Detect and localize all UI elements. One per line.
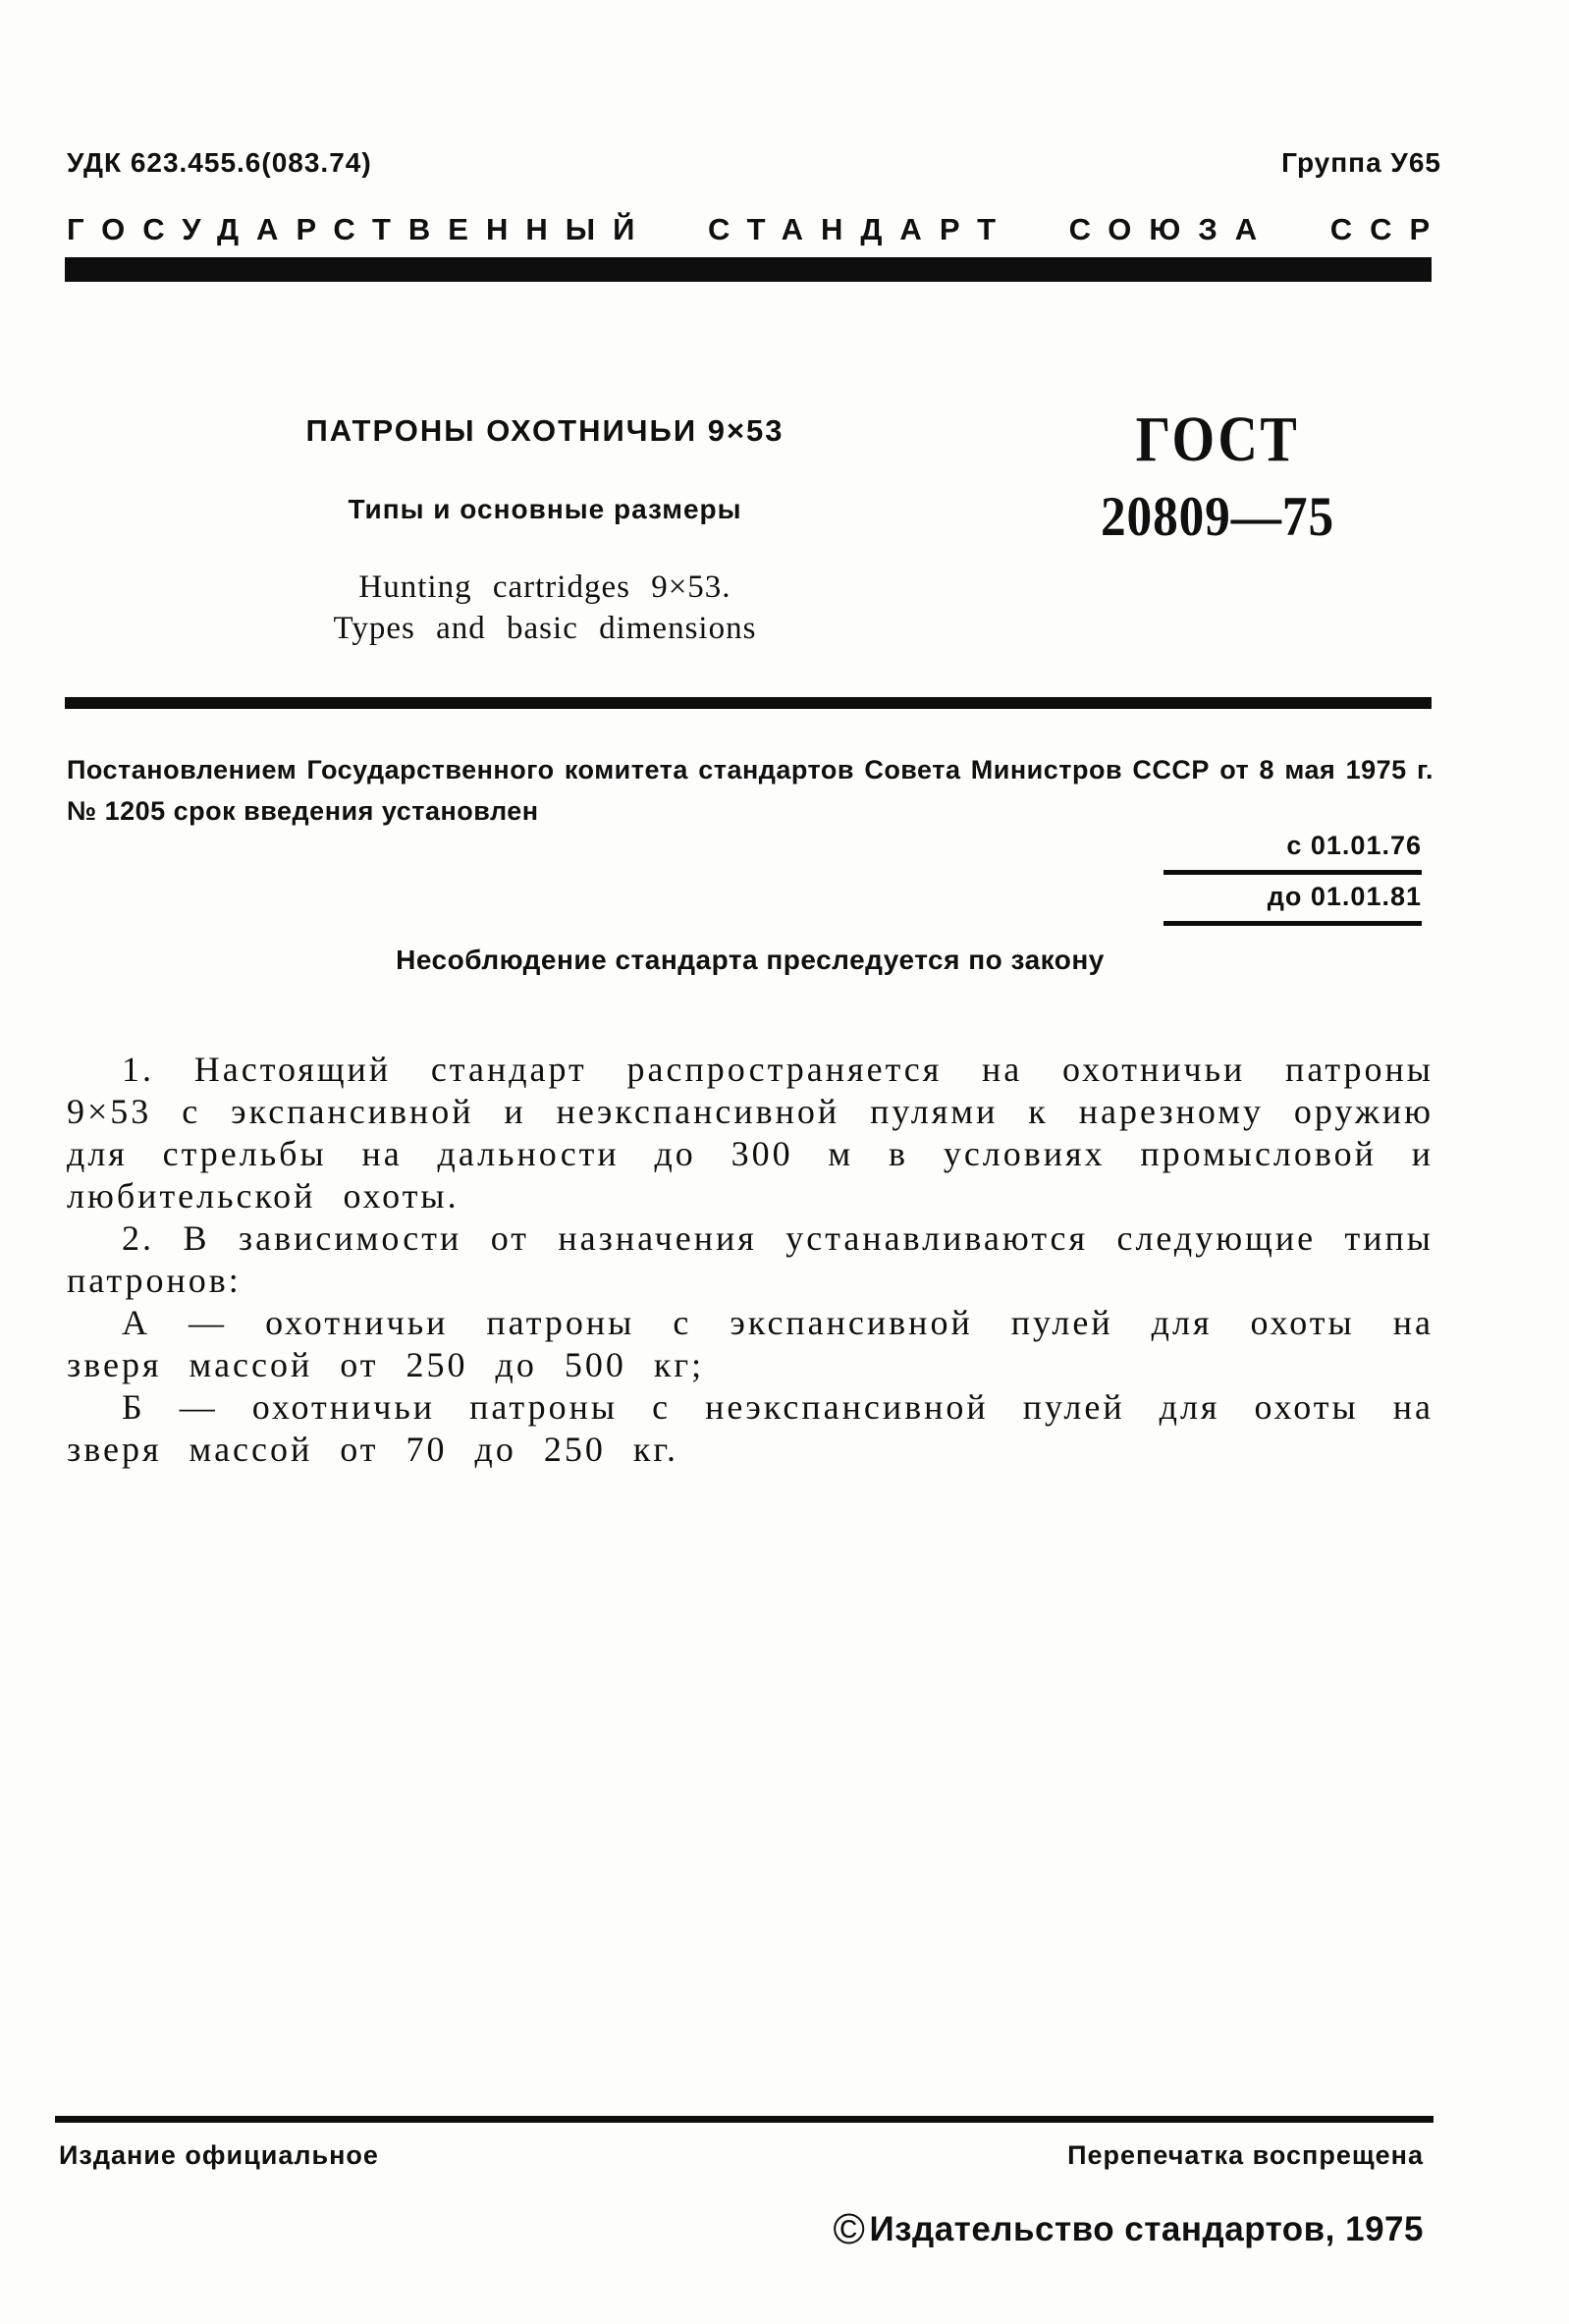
effective-from-date: с 01.01.76	[1163, 831, 1422, 875]
udk-code: УДК 623.455.6(083.74)	[67, 147, 372, 178]
decree-paragraph: Постановлением Государственного комитета стандартов Совета Министров СССР от 8 мая 1975 г. № 1205 срок введения установлен	[67, 755, 1434, 826]
copyright-text: Издательство стандартов, 1975	[869, 2210, 1424, 2248]
footer-rule	[55, 2116, 1434, 2123]
gost-label: ГОСТ	[1135, 404, 1300, 475]
enforcement-notice: Несоблюдение стандарта преследуется по закону	[396, 945, 1105, 975]
separator-rule	[65, 697, 1432, 709]
standard-designation	[1036, 405, 1399, 548]
gost-number: 20809—75	[1100, 486, 1335, 548]
paragraph-2: 2. В зависимости от назначения устанавливаются следующие типы патронов:	[67, 1218, 1434, 1300]
body-text	[67, 1049, 1434, 1471]
header-black-bar	[65, 257, 1432, 282]
document-title-ru: ПАТРОНЫ ОХОТНИЧЬИ 9×53	[305, 413, 784, 448]
group-code: Группа У65	[1281, 147, 1441, 178]
official-edition-label: Издание официальное	[59, 2140, 379, 2170]
reprint-prohibited-label: Перепечатка воспрещена	[1067, 2140, 1424, 2170]
paragraph-type-b: Б — охотничьи патроны с неэкспансивной пулей для охоты на зверя массой от 70 до 250 кг.	[67, 1387, 1434, 1469]
paragraph-1: 1. Настоящий стандарт распространяется на охотничьи патроны 9×53 с экспансивной и неэкспансивной пулями к нарезному оружию для стрельбы на дальности до 300 м в условиях промысловой и любительской охоты.	[67, 1050, 1434, 1216]
copyright-line	[834, 2205, 1424, 2254]
document-title-en-line1: Hunting cartridges 9×53.	[358, 569, 731, 605]
state-standard-header: ГОСУДАРСТВЕННЫЙ СТАНДАРТ СОЮЗА ССР	[67, 212, 1448, 246]
title-block	[226, 412, 864, 649]
effective-until-date: до 01.01.81	[1163, 882, 1422, 926]
document-title-en-line2: Types and basic dimensions	[333, 611, 757, 646]
document-subtitle-ru: Типы и основные размеры	[348, 494, 742, 524]
copyright-icon: ©	[833, 2205, 866, 2253]
paragraph-type-a: А — охотничьи патроны с экспансивной пулей для охоты на зверя массой от 250 до 500 кг;	[67, 1303, 1434, 1384]
